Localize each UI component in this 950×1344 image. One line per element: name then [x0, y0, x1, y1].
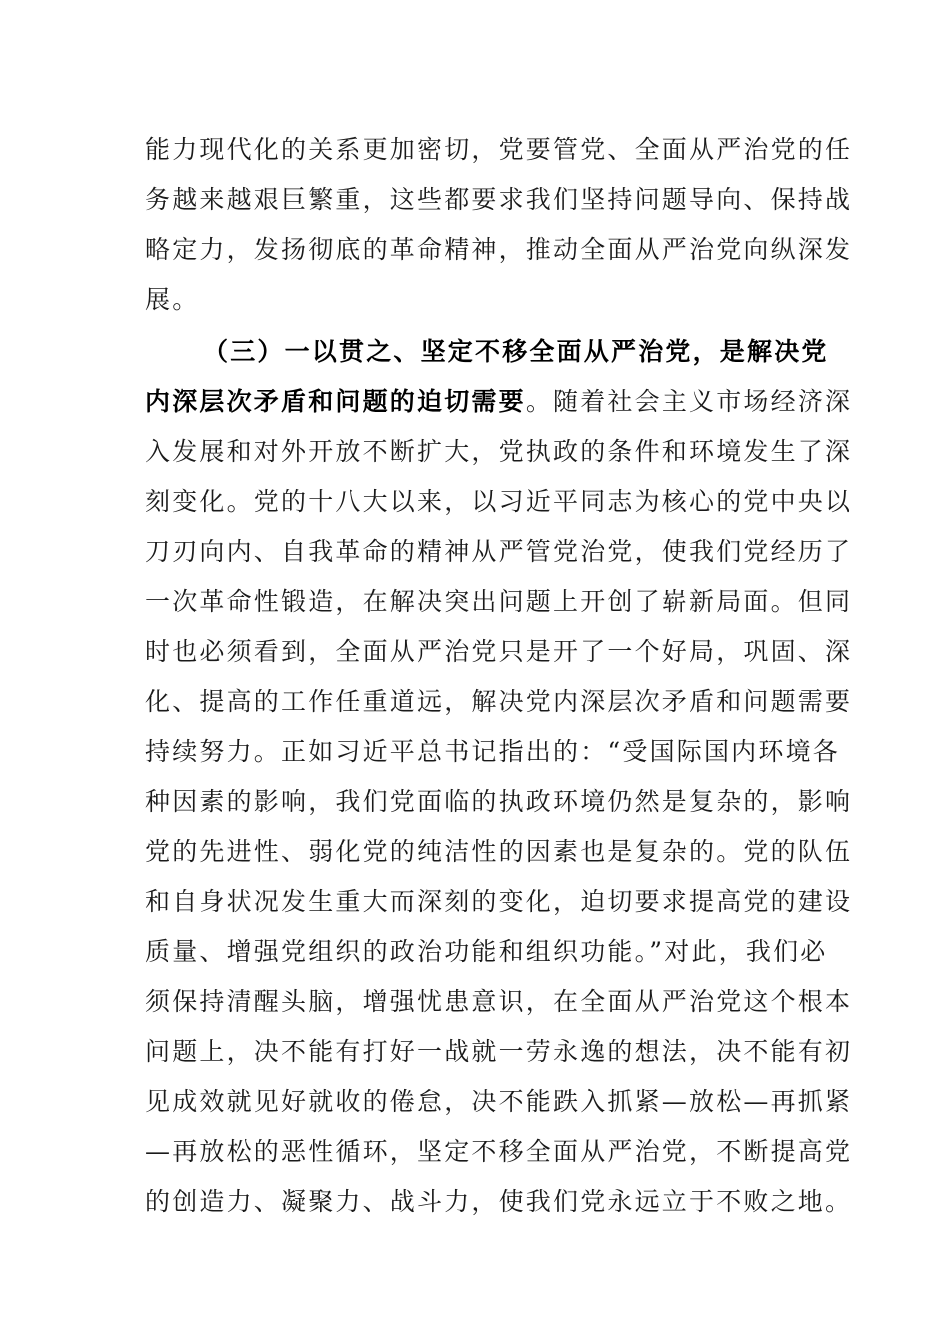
paragraph-line: 的创造力、凝聚力、战斗力，使我们党永远立于不败之地。	[145, 1187, 853, 1216]
paragraph-line: 和自身状况发生重大而深刻的变化，迫切要求提高党的建设	[145, 887, 853, 916]
paragraph-line: 刻变化。党的十八大以来，以习近平同志为核心的党中央以	[145, 487, 853, 516]
paragraph-line: 略定力，发扬彻底的革命精神，推动全面从严治党向纵深发	[145, 235, 853, 264]
paragraph-line: 入发展和对外开放不断扩大，党执政的条件和环境发生了深	[145, 437, 853, 466]
paragraph-line: 党的先进性、弱化党的纯洁性的因素也是复杂的。党的队伍	[145, 837, 853, 866]
paragraph-line: 质量、增强党组织的政治功能和组织功能。”对此，我们必	[145, 937, 828, 966]
section-heading-continued: 内深层次矛盾和问题的迫切需要	[145, 387, 526, 416]
paragraph-line: —再放松的恶性循环，坚定不移全面从严治党，不断提高党	[145, 1137, 853, 1166]
section-heading: （三）一以贯之、坚定不移全面从严治党，是解决党	[203, 337, 829, 366]
paragraph-line	[145, 385, 853, 419]
paragraph-line: 时也必须看到，全面从严治党只是开了一个好局，巩固、深	[145, 637, 853, 666]
paragraph-text: 。随着社会主义市场经济深	[525, 387, 853, 416]
paragraph-line: 见成效就见好就收的倦怠，决不能跌入抓紧—放松—再抓紧	[145, 1087, 853, 1116]
paragraph-line: 一次革命性锻造，在解决突出问题上开创了崭新局面。但同	[145, 587, 853, 616]
paragraph-line: 化、提高的工作任重道远，解决党内深层次矛盾和问题需要	[145, 687, 853, 716]
paragraph-line: 务越来越艰巨繁重，这些都要求我们坚持问题导向、保持战	[145, 185, 853, 214]
paragraph-line: 持续努力。正如习近平总书记指出的：“受国际国内环境各	[145, 737, 840, 766]
paragraph-line: 种因素的影响，我们党面临的执政环境仍然是复杂的，影响	[145, 787, 853, 816]
paragraph-line: 问题上，决不能有打好一战就一劳永逸的想法，决不能有初	[145, 1037, 853, 1066]
paragraph-line: 须保持清醒头脑，增强忧患意识，在全面从严治党这个根本	[145, 987, 853, 1016]
paragraph-line: 能力现代化的关系更加密切，党要管党、全面从严治党的任	[145, 135, 853, 164]
paragraph-line: 刀刃向内、自我革命的精神从严管党治党，使我们党经历了	[145, 537, 853, 566]
paragraph-line: 展。	[145, 285, 200, 314]
